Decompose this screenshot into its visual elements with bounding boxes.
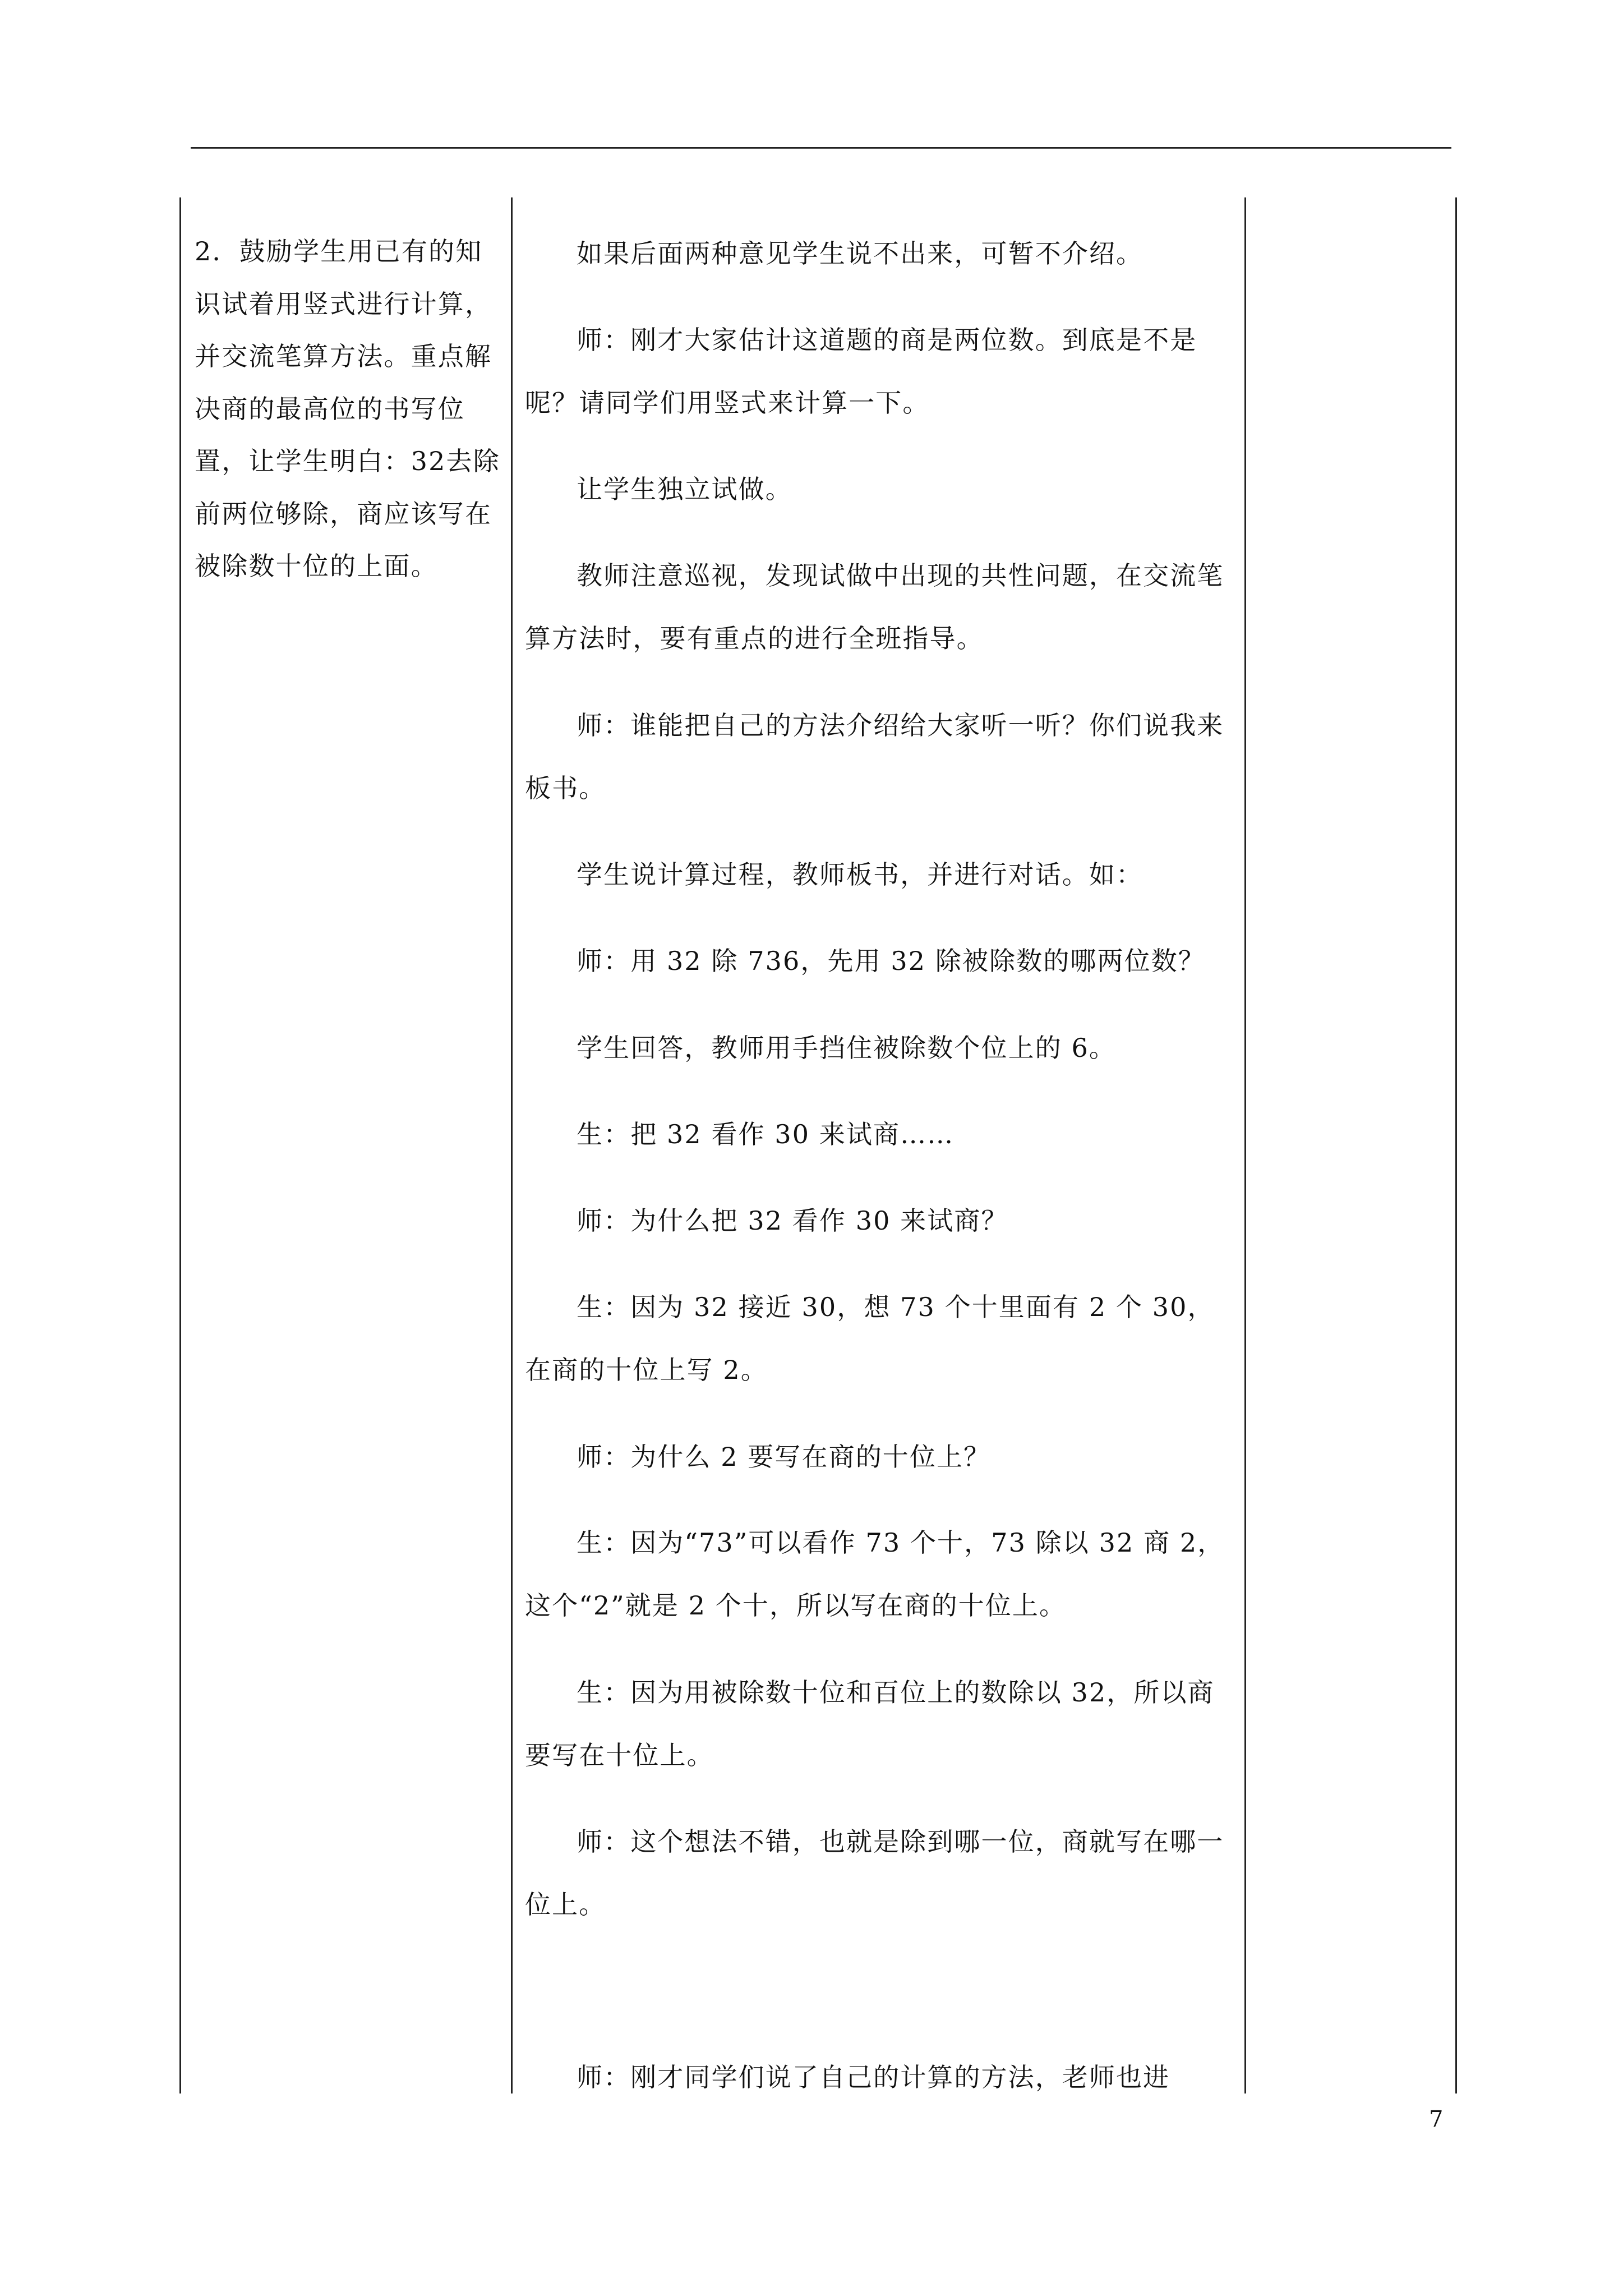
table-column-divider-1 xyxy=(511,197,513,2093)
paragraph-4: 教师注意巡视，发现试做中出现的共性问题，在交流笔算方法时，要有重点的进行全班指导。 xyxy=(525,560,1224,654)
paragraph-7: 师：用 32 除 736，先用 32 除被除数的哪两位数？ xyxy=(577,946,1205,976)
paragraph-12: 师：为什么 2 要写在商的十位上？ xyxy=(577,1442,991,1472)
paragraph-9: 生：把 32 看作 30 来试商…… xyxy=(577,1119,955,1149)
header-rule xyxy=(191,147,1451,149)
table-border-right xyxy=(1455,197,1457,2093)
paragraph-10: 师：为什么把 32 看作 30 来试商？ xyxy=(577,1205,1008,1236)
paragraph-6: 学生说计算过程，教师板书，并进行对话。如： xyxy=(577,859,1144,890)
paragraph-15: 师：这个想法不错，也就是除到哪一位，商就写在哪一位上。 xyxy=(525,1826,1224,1920)
paragraph-2: 师：刚才大家估计这道题的商是两位数。到底是不是呢？请同学们用竖式来计算一下。 xyxy=(525,325,1197,418)
paragraph-11: 生：因为 32 接近 30，想 73 个十里面有 2 个 30，在商的十位上写 2。 xyxy=(525,1292,1215,1385)
teaching-goal-text: 2．鼓励学生用已有的知识试着用竖式进行计算，并交流笔算方法。重点解决商的最高位的书写位置，让学生明白：32去除前两位够除，商应该写在被除数十位的上面。 xyxy=(195,236,500,581)
page-number: 7 xyxy=(1429,2106,1444,2132)
teaching-goal-cell xyxy=(195,226,500,593)
paragraph-5: 师：谁能把自己的方法介绍给大家听一听？你们说我来板书。 xyxy=(525,710,1224,803)
paragraph-13: 生：因为“73”可以看作 73 个十，73 除以 32 商 2，这个“2”就是 2 个十，所以写在商的十位上。 xyxy=(525,1527,1225,1621)
paragraph-14: 生：因为用被除数十位和百位上的数除以 32，所以商要写在十位上。 xyxy=(525,1677,1215,1770)
paragraph-8: 学生回答，教师用手挡住被除数个位上的 6。 xyxy=(577,1033,1116,1063)
paragraph-3: 让学生独立试做。 xyxy=(577,474,792,504)
table-border-left xyxy=(179,197,181,2093)
paragraph-16: 师：刚才同学们说了自己的计算的方法，老师也进 xyxy=(577,2062,1170,2092)
table-column-divider-2 xyxy=(1244,197,1246,2093)
paragraph-1: 如果后面两种意见学生说不出来，可暂不介绍。 xyxy=(577,238,1144,269)
